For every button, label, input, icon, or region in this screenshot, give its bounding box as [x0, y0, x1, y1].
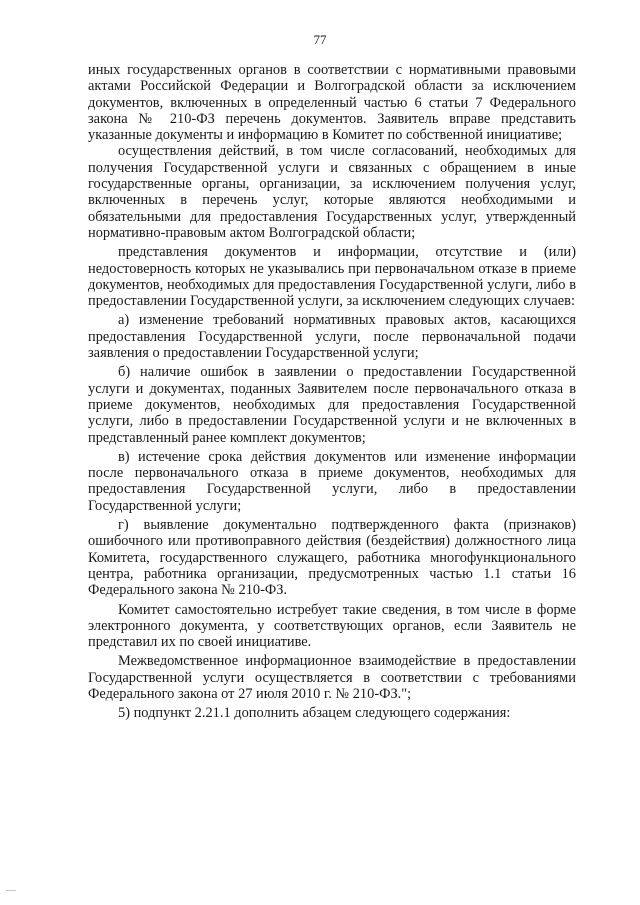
paragraph: иных государственных органов в соответствии с нормативными правовыми актами Российской Федерации и Волгоградской области за исключением документов, включенных в определенный частью 6 статьи 7 Федерального закона № 210-ФЗ перечень документов. Заявитель вправе представить указанные документы и информацию в Комитет по собственной инициативе; [88, 62, 576, 144]
paragraph: а) изменение требований нормативных правовых актов, касающихся предоставления Государственной услуги, после первоначальной подачи заявления о предоставлении Государственной услуги; [88, 312, 576, 362]
paragraph: в) истечение срока действия документов или изменение информации после первоначального отказа в приеме документов, необходимых для предоставления Государственной услуги, либо в предоставлении Государственной услуги; [88, 448, 576, 514]
margin-mark [6, 890, 16, 891]
paragraph: осуществления действий, в том числе согласований, необходимых для получения Государственной услуги и связанных с обращением в иные государственные органы, организации, за исключением получения услуг, включенных в перечень услуг, которые являются необходимыми и обязательными для предоставления Государственных услуг, утвержденный нормативно-правовым актом Волгоградской области; [88, 143, 576, 241]
paragraph: б) наличие ошибок в заявлении о предоставлении Государственной услуги и документах, поданных Заявителем после первоначального отказа в приеме документов, необходимых для предоставления Государственной услуги, либо в предоставлении Государственной услуги и не включенных в представленный ранее комплект документов; [88, 364, 576, 446]
paragraph: 5) подпункт 2.21.1 дополнить абзацем следующего содержания: [118, 705, 511, 722]
paragraph: Межведомственное информационное взаимодействие в предоставлении Государственной услуги осуществляется в соответствии с требованиями Федерального закона от 27 июля 2010 г. № 210-ФЗ."; [88, 653, 576, 702]
paragraph: г) выявление документально подтвержденного факта (признаков) ошибочного или противоправного действия (бездействия) должностного лица Комитета, государственного служащего, работника многофункционального центра, работника организации, предусмотренных частью 1.1 статьи 16 Федерального закона № 210-ФЗ. [88, 517, 576, 599]
paragraph: представления документов и информации, отсутствие и (или) недостоверность которых не указывались при первоначальном отказе в приеме документов, необходимых для предоставления Государственной услуги, либо в предоставлении Государственной услуги, за исключением следующих случаев: [88, 244, 576, 310]
document-body [88, 62, 576, 722]
page-number: 77 [313, 32, 327, 47]
paragraph: Комитет самостоятельно истребует такие сведения, в том числе в форме электронного документа, у соответствующих органов, если Заявитель не представил их по своей инициативе. [88, 601, 576, 651]
